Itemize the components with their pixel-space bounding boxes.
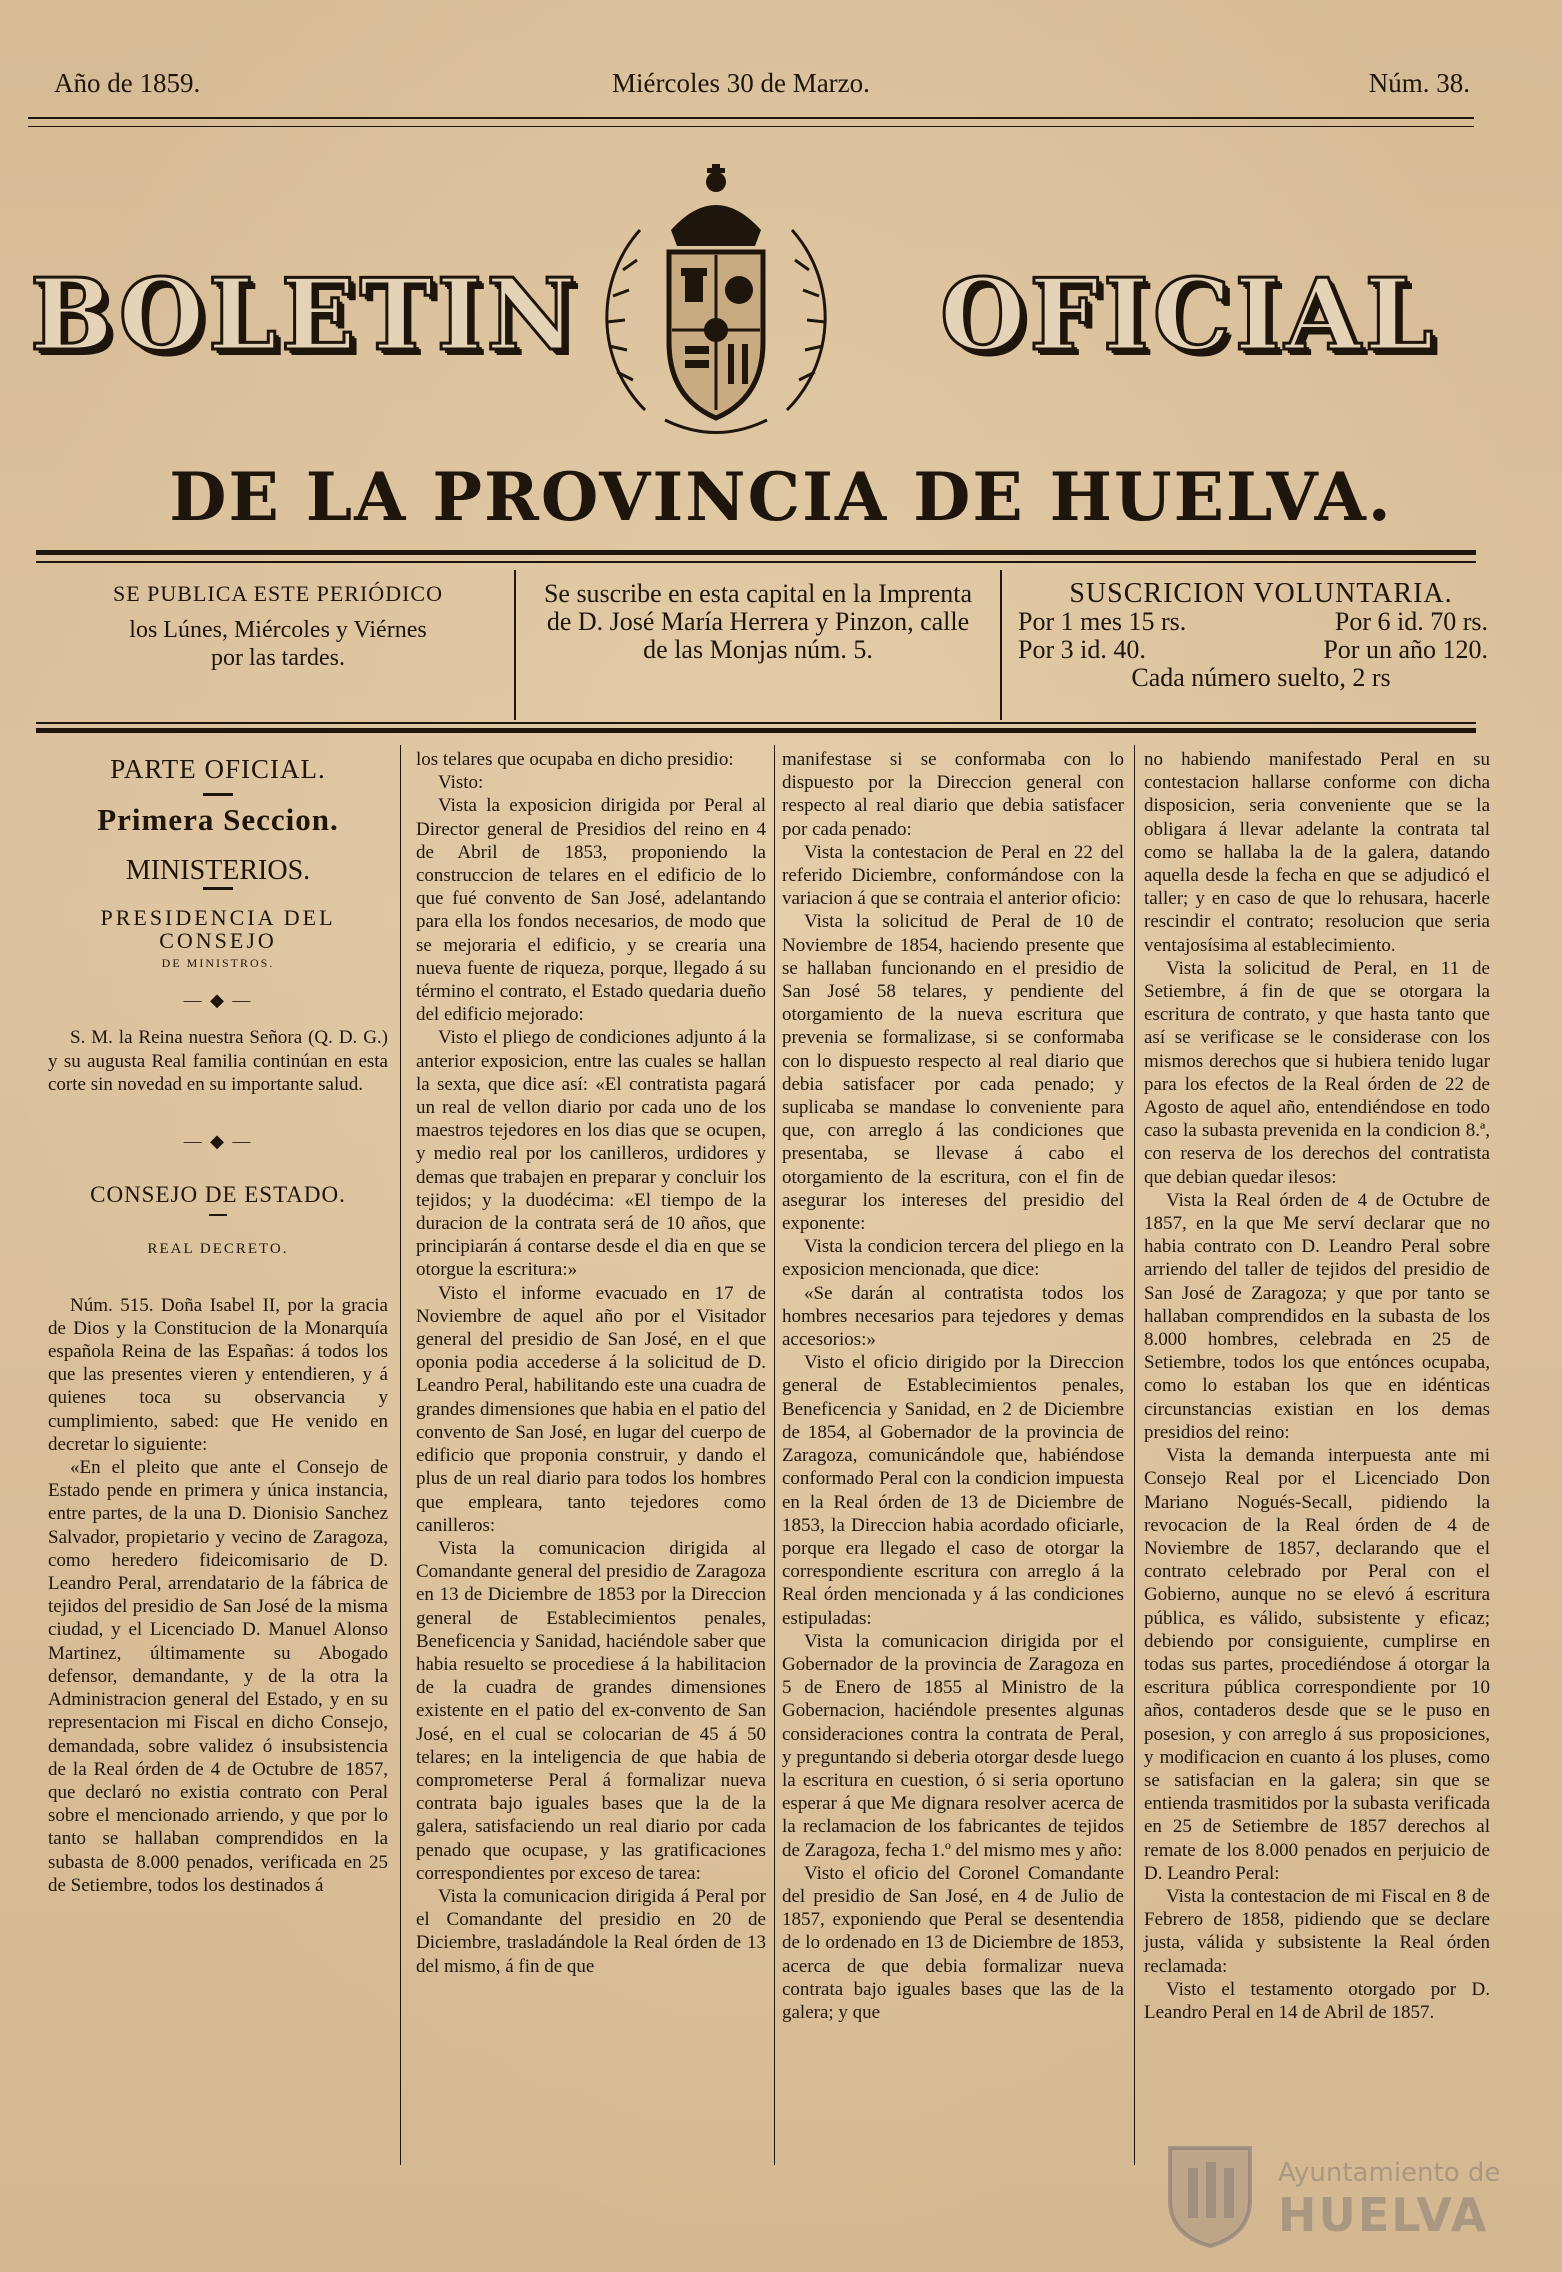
section-primera-seccion: Primera Seccion. — [97, 802, 339, 838]
paragraph: Visto el oficio del Coronel Comandante del presidio de San José, en 4 de Julio de 1857, exponiendo que Peral se desentendia de lo ordenado en 13 de Diciembre de 1853, acerca de que debia formalizar nueva contrata bajo iguales bases que las de la galera; y que — [782, 1862, 1124, 2023]
issue-date: Miércoles 30 de Marzo. — [612, 68, 870, 98]
ornament-divider: — ◆ — — [183, 990, 253, 1011]
column-rule — [1134, 745, 1135, 2165]
archive-watermark — [1150, 2140, 1530, 2250]
paragraph: Vista la demanda interpuesta ante mi Consejo Real por el Licenciado Don Mariano Nogués-Secall, pidiendo la revocacion de la Real órden de 4 de Noviembre de 1857, declarando que el contrato celebrado por Peral con el Gobierno, aunque no se elevó á escritura pública, es válido, subsistente y eficaz; debiendo por consiguiente, cumplirse en todas sus partes, procediéndose á otorgar la escritura pública correspondiente por 10 años, contaderos desde que se le puso en posesion, y con arreglo á sus proposiciones, y modificacion en cuanto á los pluses, como se satisfacian en la galera; sin que se entienda trasmitidos por la subasta verificada en 25 de Setiembre de 1857 derechos al remate de los 8.000 penados en perjuicio de D. Leandro Peral: — [1144, 1445, 1490, 1884]
paragraph: «En el pleito que ante el Consejo de Estado pende en primera y única instancia, entre partes, de la una D. Dionisio Sanchez Salvador, propietario y vecino de Zaragoza, como heredero fideicomisario de D. Leandro Peral, arrendatario de la fábrica de tejidos del presidio de San José de la misma ciudad, y el Licenciado D. Manuel Alonso Martinez, últimamente su Abogado defensor, demandante, y de la otra la Administracion general del Estado, y en su representacion mi Fiscal en dicho Consejo, demandada, sobre validez ó insubsistencia de la Real órden de 4 de Octubre de 1857, que declaró no existia contrato con Peral sobre el mencionado arriendo, y que por lo tanto se hallaban comprendidos en la subasta de 8.000 penados, verificada en 25 de Setiembre, todos los destinados á — [48, 1457, 388, 1896]
masthead-rule — [28, 117, 1474, 119]
column-rule — [774, 745, 775, 2165]
price-item: Por 3 id. 40. — [1018, 635, 1146, 664]
paragraph: S. M. la Reina nuestra Señora (Q. D. G.) y su augusta Real familia continúan en esta corte sin novedad en su importante salud. — [48, 1027, 388, 1095]
publication-schedule — [48, 580, 508, 672]
divider — [209, 1214, 227, 1216]
prices-title: SUSCRICION VOLUNTARIA. — [1069, 578, 1453, 609]
section-presidencia: PRESIDENCIA DEL CONSEJO — [100, 904, 336, 953]
place-line: de D. José María Herrera y Pinzon, calle — [546, 607, 970, 636]
paragraph: Vista la contestacion de mi Fiscal en 8 de Febrero de 1858, pidiendo que se declare justa, válida y subsistente la Real órden reclamada: — [1144, 1885, 1490, 1977]
header-rule-bottom-thick — [36, 728, 1476, 733]
paragraph: los telares que ocupaba en dicho presidio: — [416, 749, 734, 770]
column-3 — [782, 748, 1124, 2024]
paragraph: Vista la comunicacion dirigida por el Gobernador de la provincia de Zaragoza en 5 de Enero de 1855 al Ministro de la Gobernacion, haciéndole presentes algunas consideraciones contra la contrata de Peral, y preguntando si deberia otorgar desde luego la escritura en cuestion, ó si seria oportuno esperar á que Me dignara resolver acerca de la reclamacion de los fabricantes de tejidos de Zaragoza, fecha 1.º del mismo mes y año: — [782, 1630, 1124, 1861]
info-separator — [1000, 570, 1002, 720]
paragraph: manifestase si se conformaba con lo dispuesto por la Direccion general con respecto al real diario que debia satisfacer por cada penado: — [782, 749, 1124, 840]
watermark-line1: Ayuntamiento de — [1278, 2158, 1501, 2188]
single-issue-price: Cada número suelto, 2 rs — [1131, 663, 1391, 692]
section-presidencia-sub: DE MINISTROS. — [161, 956, 275, 971]
info-separator — [514, 570, 516, 720]
paragraph: Vista la contestacion de Peral en 22 del referido Diciembre, conformándose con la variacion á que se contraia el anterior oficio: — [782, 841, 1124, 910]
paragraph: Vista la comunicacion dirigida al Comandante general del presidio de Zaragoza en 13 de Diciembre de 1853 por la Direccion general de Establecimientos penales, Beneficencia y Sanidad, haciéndole saber que habia resuelto se procediese á la habilitacion de la cuadra de grandes dimensiones existente en el patio del ex-convento de San José, en el cual se colocarian de 45 á 50 telares; en la inteligencia de que habia de comprometerse Peral á formalizar nueva contrata bajo iguales bases que la de la galera, satisfaciendo un real diario por cada penado que ocupase, y las gratificaciones correspondientes por exceso de tarea: — [416, 1537, 766, 1884]
section-consejo-estado: CONSEJO DE ESTADO. — [90, 1182, 346, 1208]
place-line: de las Monjas núm. 5. — [643, 635, 873, 664]
price-item: Por un año 120. — [1323, 635, 1488, 664]
paragraph: «Se darán al contratista todos los hombres necesarios para tejedores y demas accesorios:» — [782, 1282, 1124, 1351]
price-row — [1006, 636, 1516, 664]
subscription-place — [518, 580, 998, 664]
subscription-prices — [1006, 580, 1516, 692]
paragraph: Visto el pliego de condiciones adjunto á la anterior exposicion, entre las cuales se hallan la sexta, que dice así: «El contratista pagará un real de vellon diario por cada uno de los maestros tejedores en los dias que se ocupen, y medio real por los canilleros, urdidores y demas que trabajen en preparar y concluir los tejidos; y la duodécima: «El tiempo de la duracion de la contrata será de 10 años, que principiarán á contarse desde el dia en que se otorgue la escritura:» — [416, 1027, 766, 1281]
section-real-decreto: REAL DECRETO. — [147, 1241, 289, 1258]
place-line: Se suscribe en esta capital en la Imprenta — [543, 579, 973, 608]
title-oficial: OFICIAL — [940, 258, 1438, 373]
divider — [203, 793, 233, 796]
paragraph: Vista la condicion tercera del pliego en la exposicion mencionada, que dice: — [782, 1236, 1124, 1281]
masthead-rule-thin — [28, 126, 1474, 127]
section-parte-oficial: PARTE OFICIAL. — [110, 754, 326, 784]
paragraph: no habiendo manifestado Peral en su contestacion hallarse conforme con dicha disposicion, seria conveniente que se la obligara á llevar adelante la contrata tal como se hallaba la de la galera, datando aquella desde la fecha en que se adjudicó el taller; y en caso de que lo rehusara, hacerle rescindir el contrato; resolucion que seria ventajosísima al establecimiento. — [1144, 749, 1490, 956]
subtitle-provincia: DE LA PROVINCIA DE HUELVA. — [169, 458, 1393, 536]
paragraph: Vista la solicitud de Peral de 10 de Noviembre de 1854, haciendo presente que se hallaban funcionando en el presidio de San José 58 telares, y pendiente del otorgamiento de la nueva escritura que prevenia se formalizase, si se conformaba con lo dispuesto respecto al real diario que debia satisfacer por cada penado; y suplicaba se mandase lo conveniente para que, con arreglo á las condiciones que presentaba, se llevase á cabo el otorgamiento de la escritura, con el fin de asegurar los intereses del presidio del exponente: — [782, 911, 1124, 1235]
paragraph: Visto el informe evacuado en 17 de Noviembre de aquel año por el Visitador general del presidio de San José, en el que oponia podia accederse á la solicitud de D. Leandro Peral, habilitando este una cuadra de grandes dimensiones que habia en el patio del convento de San José, en lugar del cuerpo de edificio que proponia construir, y dando el plus de un real diario para todos los hombres que empleara, tanto tejedores como canilleros: — [416, 1282, 766, 1536]
schedule-line: SE PUBLICA ESTE PERIÓDICO — [113, 581, 443, 606]
issue-year: Año de 1859. — [54, 68, 201, 98]
city-shield-icon — [1160, 2140, 1260, 2250]
column-4 — [1144, 748, 1490, 2024]
watermark-line2: HUELVA — [1278, 2188, 1489, 2242]
header-rule-top-thin — [36, 561, 1476, 563]
schedule-line: por las tardes. — [211, 645, 345, 671]
ornament-divider: — ◆ — — [183, 1131, 253, 1152]
price-item: Por 6 id. 70 rs. — [1334, 607, 1488, 636]
column-1 — [48, 748, 388, 1897]
masthead-top-line — [52, 60, 1470, 104]
paragraph: Visto: — [438, 772, 484, 794]
header-rule-top — [36, 550, 1476, 555]
paragraph: Núm. 515. Doña Isabel II, por la gracia de Dios y la Constitucion de la Monarquía española Reina de las Españas: á todos los que las presentes vieren y entendieren, y á quienes toca su observancia y cumplimiento, sabed: que He venido en decretar lo siguiente: — [48, 1294, 388, 1455]
paragraph: Vista la exposicion dirigida por Peral al Director general de Presidios del reino en 4 de Abril de 1853, proponiendo la construccion de telares en el edificio de lo que fué convento de San José, adelantando para ella los fondos necesarios, de modo que se mejoraria el edificio, y se crearia una nueva fuente de riqueza, porque, llegado á su término el contrato, el Estado quedaria dueño del edificio mejorado: — [416, 795, 766, 1026]
paragraph: Vista la solicitud de Peral, en 11 de Setiembre, á fin de que se otorgara la escritura de contrato, y que hasta tanto que así se verificase se le considerase con los mismos derechos que si hubiera tenido lugar para los efectos de la Real órden de 22 de Agosto de aquel año, entendiéndose en todo caso la subasta prevenida en la condicion 8.ª, con reserva de los derechos del contratista que debian quedar ilesos: — [1144, 957, 1490, 1188]
section-ministerios: MINISTERIOS. — [125, 855, 311, 887]
issue-number: Núm. 38. — [1368, 68, 1470, 98]
column-rule — [400, 745, 401, 2165]
paragraph: Vista la Real órden de 4 de Octubre de 1857, en la que Me serví declarar que no habia contrato con D. Leandro Peral sobre arriendo del taller de tejidos del presidio de San José de Zaragoza; y que por tanto se hallaban comprendidos en la subasta de los 8.000 hombres, celebrada en 25 de Setiembre, todos los que entónces ocupaba, como lo estaban los que en idénticas circunstancias existian en los demas presidios del reino: — [1144, 1189, 1490, 1443]
schedule-line: los Lúnes, Miércoles y Viérnes — [129, 617, 427, 643]
header-rule-bottom — [36, 722, 1476, 724]
title-boletin: BOLETIN — [30, 258, 580, 373]
royal-coat-of-arms-icon — [585, 160, 847, 440]
price-item: Por 1 mes 15 rs. — [1018, 607, 1187, 636]
price-row — [1006, 608, 1516, 636]
column-2 — [416, 748, 766, 1978]
paragraph: Visto el oficio dirigido por la Direccion general de Establecimientos penales, Beneficencia y Sanidad, en 2 de Diciembre de 1854, al Gobernador de la provincia de Zaragoza, comunicándole que, habiéndose conformado Peral con la condicion impuesta en la Real órden de 13 de Diciembre de 1853, la Direccion habia acordado oficiarle, porque era llegado el caso de otorgar la correspondiente escritura con arreglo á la Real órden mencionada y á las condiciones estipuladas: — [782, 1352, 1124, 1629]
divider — [203, 887, 233, 890]
paragraph: Visto el testamento otorgado por D. Leandro Peral en 14 de Abril de 1857. — [1144, 1978, 1490, 2023]
paragraph: Vista la comunicacion dirigida á Peral por el Comandante del presidio en 20 de Diciembre, trasladándole la Real órden de 13 del mismo, á fin de que — [416, 1885, 766, 1977]
